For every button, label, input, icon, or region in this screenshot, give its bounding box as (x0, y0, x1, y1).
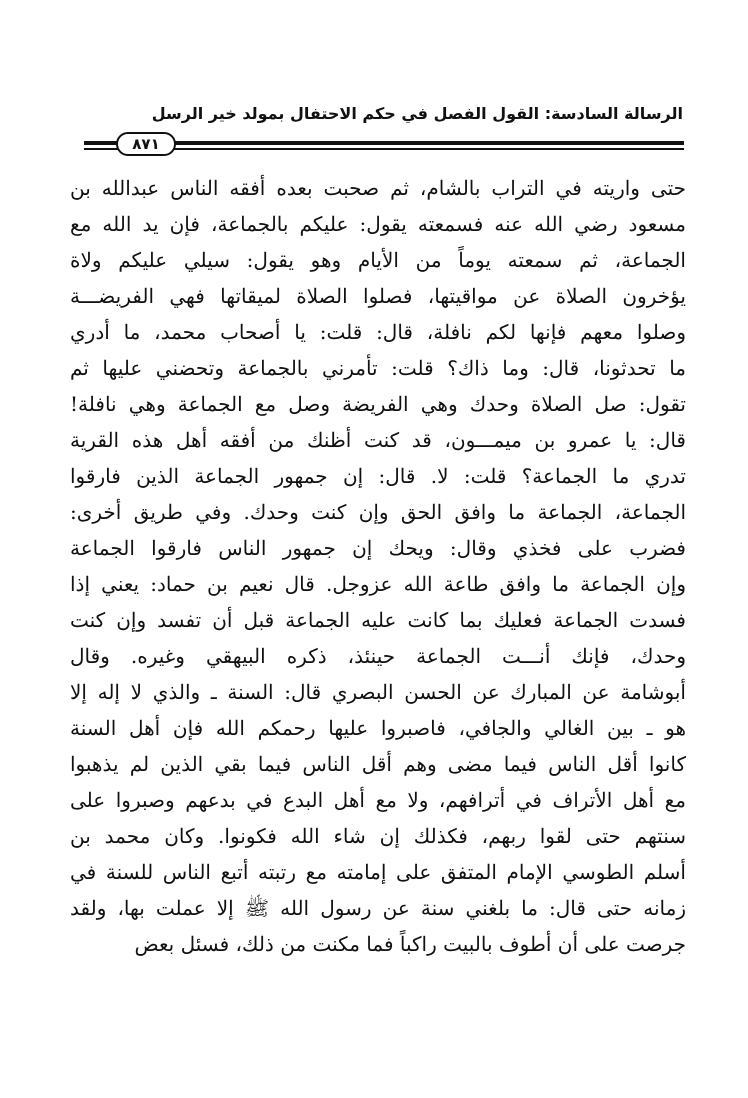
text-line: يؤخرون الصلاة عن مواقيتها، فصلوا الصلاة لميقاتها فهي الفريضـــة (70, 284, 686, 308)
header-rule-left-thin (84, 148, 118, 150)
text-line: الجماعة، ثم سمعته يوماً من الأيام وهو يقول: سيلي عليكم ولاة (70, 248, 686, 272)
text-line: وإن الجماعة ما وافق طاعة الله عزوجل. قال نعيم بن حماد: يعني إذا (70, 572, 686, 596)
text-line: تدري ما الجماعة؟ قلت: لا. قال: إن جمهور الجماعة الذين فارقوا (70, 464, 686, 488)
page-number: ٨٧١ (116, 132, 176, 156)
text-line: زمانه حتى قال: ما بلغني سنة عن رسول الله ﷺ إلا عملت بها، ولقد (70, 896, 686, 920)
header-rule-thin (174, 148, 684, 150)
header-rule-thick (174, 141, 684, 145)
text-line: أبوشامة عن المبارك عن الحسن البصري قال: السنة ـ والذي لا إله إلا (70, 680, 686, 704)
text-line: مسعود رضي الله عنه فسمعته يقول: عليكم بالجماعة، فإن يد الله مع (70, 212, 686, 236)
text-line: وصلوا معهم فإنها لكم نافلة، قال: قلت: يا أصحاب محمد، ما أدري (70, 320, 686, 344)
text-line: الجماعة، الجماعة ما وافق الحق وإن كنت وحدك. وفي طريق أخرى: (70, 500, 686, 524)
text-line: حتى واريته في التراب بالشام، ثم صحبت بعده أفقه الناس عبدالله بن (70, 176, 686, 200)
body-text (70, 170, 686, 962)
text-line: فسدت الجماعة فعليك بما كانت عليه الجماعة قبل أن تفسد وإن كنت (70, 608, 686, 632)
text-line: أسلم الطوسي الإمام المتفق على إمامته مع رتبته أتبع الناس للسنة في (70, 860, 686, 884)
text-line: ما تحدثونا، قال: وما ذاك؟ قلت: تأمرني بالجماعة وتحضني عليها ثم (70, 356, 686, 380)
text-line: كانوا أقل الناس فيما مضى وهم أقل الناس فيما بقي الذين لم يذهبوا (70, 752, 686, 776)
text-line: وحدك، فإنك أنـــت الجماعة حينئذ، ذكره البيهقي وغيره. وقال (70, 644, 686, 668)
running-title: الرسالة السادسة: القول الفصل في حكم الاحتفال بمولد خير الرسل (151, 104, 683, 123)
text-line: قال: يا عمرو بن ميمـــون، قد كنت أظنك من أفقه أهل هذه القرية (70, 428, 686, 452)
text-line: مع أهل الأتراف في أترافهم، ولا مع أهل البدع في بدعهم وصبروا على (70, 788, 686, 812)
header-rule-left-thick (84, 141, 118, 145)
text-line: تقول: صل الصلاة وحدك وهي الفريضة وصل مع الجماعة وهي نافلة! (70, 392, 686, 416)
text-line: فضرب على فخذي وقال: ويحك إن جمهور الناس فارقوا الجماعة (70, 536, 686, 560)
text-line: سنتهم حتى لقوا ربهم، فكذلك إن شاء الله فكونوا. وكان محمد بن (70, 824, 686, 848)
text-line: جرصت على أن أطوف بالبيت راكباً فما مكنت من ذلك، فسئل بعض (134, 932, 686, 956)
text-line: هو ـ بين الغالي والجافي، فاصبروا عليها رحمكم الله فإن أهل السنة (70, 716, 686, 740)
